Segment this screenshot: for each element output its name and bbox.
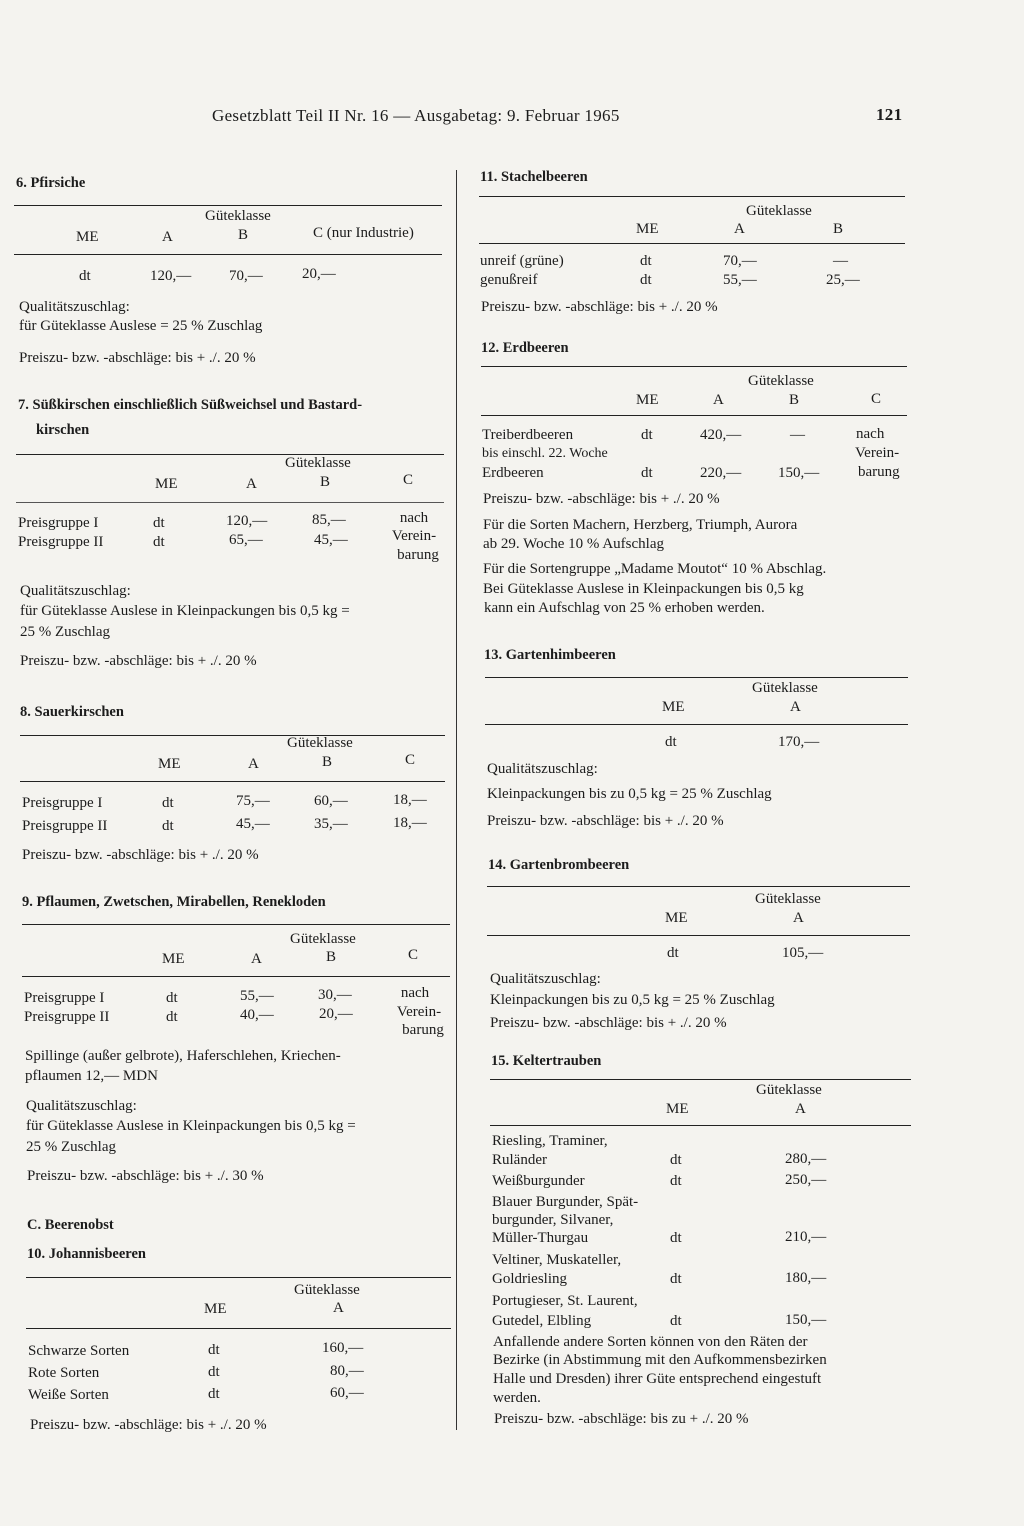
col-header-a: A	[162, 229, 173, 245]
note-text: Für die Sorten Machern, Herzberg, Triumph, Aurora	[483, 517, 798, 533]
table-cell: 120,—	[226, 513, 268, 529]
price-note: Preiszu- bzw. -abschläge: bis + ./. 20 %	[487, 813, 724, 829]
table-cell: dt	[166, 1009, 178, 1025]
qual-label: Qualitätszuschlag:	[20, 583, 131, 599]
table-cell: 65,—	[229, 532, 263, 548]
table-cell: 18,—	[393, 792, 427, 808]
col-header-a: A	[734, 221, 745, 237]
table-cell: 150,—	[778, 465, 820, 481]
note-text: Anfallende andere Sorten können von den Räten der	[493, 1334, 808, 1350]
table-rule	[490, 1125, 911, 1126]
table-cell: nach	[856, 426, 885, 442]
table-cell: 55,—	[723, 272, 757, 288]
note-text: Bei Güteklasse Auslese in Kleinpackungen bis 0,5 kg	[483, 581, 804, 597]
col-header-a: A	[251, 951, 262, 967]
table-rule	[485, 677, 908, 678]
row-label: Goldriesling	[492, 1271, 567, 1287]
row-label: Veltiner, Muskateller,	[492, 1252, 622, 1268]
col-header-a: A	[333, 1300, 344, 1316]
price-note: Preiszu- bzw. -abschläge: bis + ./. 20 %	[30, 1417, 267, 1433]
section-title-8: 8. Sauerkirschen	[20, 704, 124, 720]
col-header-b: B	[322, 754, 333, 770]
section-title-13: 13. Gartenhimbeeren	[484, 647, 616, 663]
table-rule	[487, 935, 910, 936]
col-header-a: A	[790, 699, 801, 715]
table-cell: dt	[670, 1271, 682, 1287]
table-cell: 18,—	[393, 815, 427, 831]
table-cell: 55,—	[240, 988, 274, 1004]
col-header-me: ME	[158, 756, 181, 772]
c-note: nach	[399, 510, 429, 526]
table-rule	[26, 1277, 451, 1278]
c-note: Verein-	[391, 528, 437, 544]
table-cell: dt	[670, 1313, 682, 1329]
qual-label: Qualitätszuschlag:	[487, 761, 598, 777]
row-label: unreif (grüne)	[480, 253, 564, 269]
col-header-me: ME	[76, 229, 99, 245]
col-header-b: B	[326, 949, 337, 965]
table-cell: dt	[166, 990, 178, 1006]
row-label: Treiberdbeeren	[482, 427, 574, 443]
col-header-b: B	[238, 227, 249, 243]
table-cell: dt	[665, 734, 677, 750]
table-cell: 250,—	[785, 1172, 827, 1188]
col-header-gueteklasse: Güteklasse	[205, 208, 271, 224]
table-rule	[481, 366, 907, 367]
col-header-b: B	[320, 474, 331, 490]
row-label: Weißburgunder	[492, 1173, 585, 1189]
table-cell: 45,—	[236, 816, 270, 832]
price-note: Preiszu- bzw. -abschläge: bis + ./. 20 %	[20, 653, 257, 669]
table-cell: 220,—	[700, 465, 742, 481]
col-header-me: ME	[666, 1101, 689, 1117]
table-cell: 20,—	[302, 266, 336, 282]
table-cell: 30,—	[318, 987, 352, 1003]
spill-text: Spillinge (außer gelbrote), Haferschlehen, Kriechen-	[25, 1048, 341, 1064]
table-cell: dt	[670, 1152, 682, 1168]
col-header-me: ME	[155, 476, 178, 492]
col-header-gueteklasse: Güteklasse	[294, 1282, 360, 1298]
table-cell: 210,—	[785, 1229, 827, 1245]
price-note: Preiszu- bzw. -abschläge: bis zu + ./. 20 %	[494, 1411, 749, 1427]
table-rule	[14, 254, 442, 255]
table-rule	[485, 724, 908, 725]
price-note: Preiszu- bzw. -abschläge: bis + ./. 20 %	[19, 350, 256, 366]
section-title-11: 11. Stachelbeeren	[480, 169, 588, 185]
table-cell: 45,—	[314, 532, 348, 548]
column-divider	[456, 170, 457, 1430]
col-header-me: ME	[204, 1301, 227, 1317]
price-note: Preiszu- bzw. -abschläge: bis + ./. 20 %	[483, 491, 720, 507]
table-rule	[479, 196, 905, 197]
table-cell: dt	[153, 534, 165, 550]
table-cell: 180,—	[785, 1270, 827, 1286]
note-text: ab 29. Woche 10 % Aufschlag	[483, 536, 664, 552]
row-label: Preisgruppe I	[22, 795, 103, 811]
col-header-c: C	[408, 947, 419, 963]
qual-label: Qualitätszuschlag:	[26, 1098, 137, 1114]
row-label: Rote Sorten	[28, 1365, 100, 1381]
table-cell: —	[790, 427, 805, 443]
table-cell: 70,—	[723, 253, 757, 269]
row-label: Preisgruppe I	[24, 990, 105, 1006]
table-cell: dt	[208, 1364, 220, 1380]
col-header-me: ME	[162, 951, 185, 967]
table-rule	[26, 1328, 451, 1329]
table-cell: dt	[670, 1230, 682, 1246]
table-cell: dt	[162, 818, 174, 834]
table-cell: 160,—	[322, 1340, 364, 1356]
page-number: 121	[876, 105, 903, 124]
row-label: Weiße Sorten	[28, 1387, 109, 1403]
table-cell: 170,—	[778, 734, 820, 750]
qual-text: Kleinpackungen bis zu 0,5 kg = 25 % Zuschlag	[487, 786, 772, 802]
col-header-gueteklasse: Güteklasse	[752, 680, 818, 696]
c-note: barung	[397, 547, 439, 563]
qual-text: 25 % Zuschlag	[20, 624, 110, 640]
row-label: genußreif	[480, 272, 538, 288]
table-cell: 25,—	[826, 272, 860, 288]
col-header-me: ME	[636, 221, 659, 237]
table-rule	[487, 886, 910, 887]
table-cell: dt	[640, 253, 652, 269]
table-cell: dt	[667, 945, 679, 961]
table-cell: 40,—	[240, 1007, 274, 1023]
qual-label: Qualitätszuschlag:	[19, 299, 130, 315]
col-header-a: A	[248, 756, 259, 772]
col-header-c: C	[871, 391, 882, 407]
col-header-a: A	[795, 1101, 806, 1117]
table-cell: dt	[79, 268, 91, 284]
price-note: Preiszu- bzw. -abschläge: bis + ./. 30 %	[27, 1168, 264, 1184]
col-header-a: A	[246, 476, 257, 492]
col-header-b: B	[789, 392, 800, 408]
table-rule	[490, 1079, 911, 1080]
table-cell: dt	[208, 1342, 220, 1358]
note-text: werden.	[493, 1390, 541, 1406]
table-rule	[481, 415, 907, 416]
section-title-9: 9. Pflaumen, Zwetschen, Mirabellen, Renekloden	[22, 894, 326, 910]
qual-text: 25 % Zuschlag	[26, 1139, 116, 1155]
price-note: Preiszu- bzw. -abschläge: bis + ./. 20 %	[490, 1015, 727, 1031]
table-cell: 105,—	[782, 945, 824, 961]
table-cell: Verein-	[855, 445, 900, 461]
table-cell: dt	[153, 515, 165, 531]
row-label: Ruländer	[492, 1152, 547, 1168]
table-cell: 20,—	[319, 1006, 353, 1022]
table-cell: 60,—	[314, 793, 348, 809]
section-title-6: 6. Pfirsiche	[16, 175, 86, 191]
col-header-c: C (nur Industrie)	[313, 225, 414, 241]
qual-text: für Güteklasse Auslese in Kleinpackungen bis 0,5 kg =	[20, 603, 350, 619]
table-rule	[16, 454, 444, 455]
spill-text: pflaumen 12,— MDN	[25, 1068, 158, 1084]
note-text: Halle und Dresden) ihrer Güte entsprechend eingestuft	[493, 1371, 822, 1387]
section-title-10: 10. Johannisbeeren	[27, 1246, 146, 1262]
col-header-c: C	[405, 752, 416, 768]
row-label: Müller-Thurgau	[492, 1230, 589, 1246]
row-label: Portugieser, St. Laurent,	[492, 1293, 638, 1309]
qual-text: für Güteklasse Auslese in Kleinpackungen bis 0,5 kg =	[26, 1118, 356, 1134]
table-rule	[20, 781, 445, 782]
col-header-me: ME	[665, 910, 688, 926]
row-label: Schwarze Sorten	[28, 1343, 130, 1359]
section-title-12: 12. Erdbeeren	[481, 340, 569, 356]
table-rule	[22, 924, 450, 925]
table-cell: dt	[670, 1173, 682, 1189]
table-cell: dt	[641, 427, 653, 443]
c-note: Verein-	[396, 1004, 442, 1020]
table-cell: dt	[162, 795, 174, 811]
row-label: Blauer Burgunder, Spät-	[492, 1194, 639, 1210]
col-header-gueteklasse: Güteklasse	[755, 891, 821, 907]
table-cell: dt	[640, 272, 652, 288]
col-header-gueteklasse: Güteklasse	[287, 735, 353, 751]
qual-label: Qualitätszuschlag:	[490, 971, 601, 987]
table-rule	[479, 243, 905, 244]
note-text: Bezirke (in Abstimmung mit den Aufkommensbezirken	[493, 1352, 827, 1368]
col-header-a: A	[713, 392, 724, 408]
col-header-gueteklasse: Güteklasse	[746, 203, 812, 219]
table-cell: 80,—	[330, 1363, 364, 1379]
row-label: burgunder, Silvaner,	[492, 1212, 614, 1228]
table-cell: —	[833, 253, 848, 269]
price-note: Preiszu- bzw. -abschläge: bis + ./. 20 %	[481, 299, 718, 315]
table-cell: 280,—	[785, 1151, 827, 1167]
qual-text: Kleinpackungen bis zu 0,5 kg = 25 % Zuschlag	[490, 992, 775, 1008]
row-label: Gutedel, Elbling	[492, 1313, 592, 1329]
table-cell: dt	[641, 465, 653, 481]
table-cell: 420,—	[700, 427, 742, 443]
table-cell: 75,—	[236, 793, 270, 809]
price-note: Preiszu- bzw. -abschläge: bis + ./. 20 %	[22, 847, 259, 863]
col-header-a: A	[793, 910, 804, 926]
row-label: Preisgruppe II	[22, 818, 108, 834]
table-cell: 85,—	[312, 512, 346, 528]
row-label: Riesling, Traminer,	[492, 1133, 608, 1149]
table-cell: 35,—	[314, 816, 348, 832]
table-cell: 60,—	[330, 1385, 364, 1401]
section-title-14: 14. Gartenbrombeeren	[488, 857, 630, 873]
section-title-15: 15. Keltertrauben	[491, 1053, 602, 1069]
row-label: Erdbeeren	[482, 465, 544, 481]
table-cell: 70,—	[229, 268, 263, 284]
col-header-c: C	[403, 472, 414, 488]
qual-text: für Güteklasse Auslese = 25 % Zuschlag	[19, 318, 263, 334]
col-header-gueteklasse: Güteklasse	[285, 455, 351, 471]
row-label: bis einschl. 22. Woche	[482, 446, 608, 461]
col-header-b: B	[833, 221, 844, 237]
page-header-title: Gesetzblatt Teil II Nr. 16 — Ausgabetag: 9. Februar 1965	[212, 106, 620, 125]
table-rule	[16, 502, 444, 503]
note-text: Für die Sortengruppe „Madame Moutot“ 10 % Abschlag.	[483, 561, 827, 577]
table-cell: 120,—	[150, 268, 192, 284]
col-header-gueteklasse: Güteklasse	[756, 1082, 822, 1098]
col-header-gueteklasse: Güteklasse	[748, 373, 814, 389]
section-title-c: C. Beerenobst	[27, 1217, 114, 1233]
c-note: barung	[402, 1022, 444, 1038]
table-cell: barung	[858, 464, 900, 480]
table-rule	[20, 735, 445, 736]
note-text: kann ein Aufschlag von 25 % erhoben werden.	[484, 600, 765, 616]
section-title-7-cont: kirschen	[36, 422, 90, 438]
col-header-gueteklasse: Güteklasse	[290, 931, 356, 947]
table-rule	[22, 976, 450, 977]
row-label: Preisgruppe I	[18, 515, 99, 531]
row-label: Preisgruppe II	[18, 534, 104, 550]
section-title-7: 7. Süßkirschen einschließlich Süßweichsel und Bastard-	[18, 397, 363, 413]
c-note: nach	[400, 985, 430, 1001]
col-header-me: ME	[636, 392, 659, 408]
table-cell: dt	[208, 1386, 220, 1402]
table-rule	[14, 205, 442, 206]
col-header-me: ME	[662, 699, 685, 715]
row-label: Preisgruppe II	[24, 1009, 110, 1025]
table-cell: 150,—	[785, 1312, 827, 1328]
